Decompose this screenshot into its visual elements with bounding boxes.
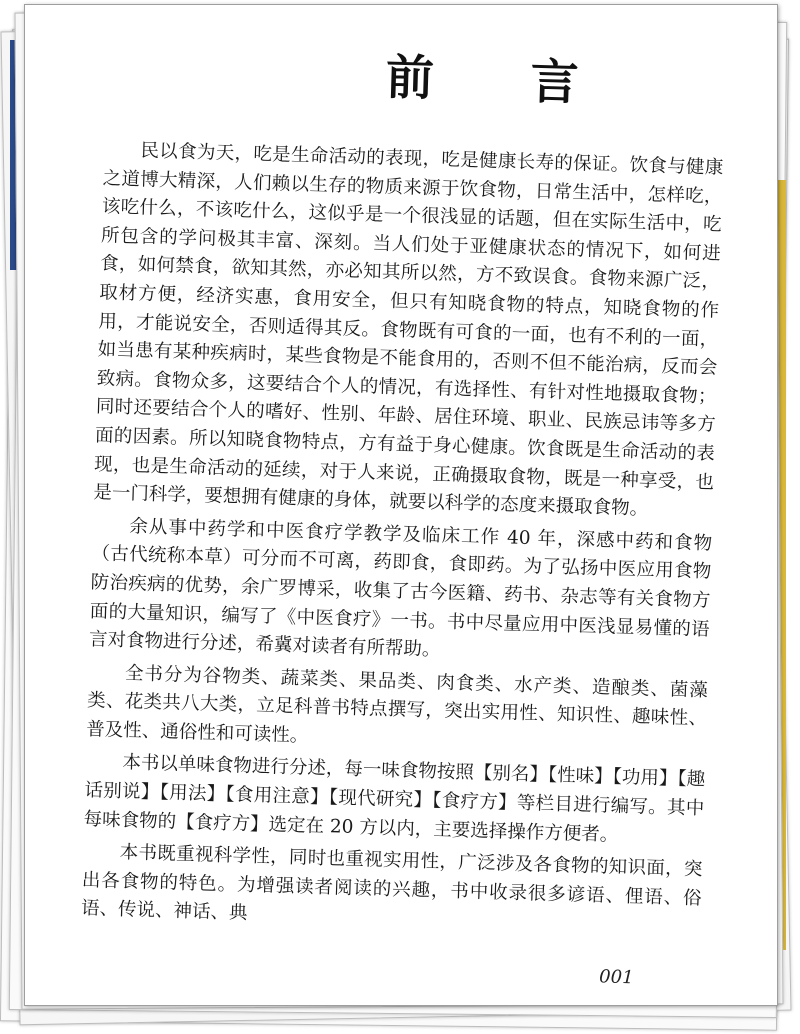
page-number: 001 xyxy=(598,966,634,989)
page-title: 前 言 xyxy=(384,49,620,113)
paragraph-1: 民以食为天，吃是生命活动的表现，吃是健康长寿的保证。饮食与健康之道博大精深，人们赖以生存的物质来源于饮食物，日常生活中，怎样吃，该吃什么，不该吃什么，这似乎是一个很浅显的话题，但在实际生活中，吃所包含的学问极其丰富、深刻。当人们处于亚健康状态的情况下，如何进食，如何禁食，欲知其然，亦必知其所以然，方不致误食。食物来源广泛，取材方便，经济实惠，食用安全，但只有知晓食物的特点，知晓食物的作用，才能说安全，否则适得其反。食物既有可食的一面，也有不利的一面，如当患有某种疾病时，某些食物是不能食用的，否则不但不能治病，反而会致病。食物众多，这要结合个人的情况，有选择性、有针对性地摄取食物；同时还要结合个人的嗜好、性别、年龄、居住环境、职业、民族忌讳等多方面的因素。所以知晓食物特点，方有益于身心健康。饮食既是生命活动的表现，也是生命活动的延续，对于人来说，正确摄取食物，既是一种享受，也是一门科学，要想拥有健康的身体，就要以科学的态度来摄取食物。 xyxy=(93,140,724,520)
paragraph-2: 余从事中药学和中医食疗学教学及临床工作 40 年，深感中药和食物（古代统称本草）可分而不可离，药即食，食即药。为了弘扬中医应用食物防治疾病的优势，余广罗博采，收集了古今医籍、药书、杂志等有关食物方面的大量知识，编写了《中医食疗》一书。书中尽量应用中医浅显易懂的语言对食物进行分述，希冀对读者有所帮助。 xyxy=(88,515,713,661)
paragraph-5: 本书既重视科学性，同时也重视实用性，广泛涉及各食物的知识面，突出各食物的特色。为增强读者阅读的兴趣，书中收录很多谚语、俚语、俗语、传说、神话、典 xyxy=(80,842,703,925)
paragraph-4: 本书以单味食物进行分述，每一味食物按照【别名】【性味】【功用】【趣话别说】【用法】【食用注意】【现代研究】【食疗方】等栏目进行编写。其中每味食物的【食疗方】选定在 20 方以内，主要选择操作方便者。 xyxy=(83,752,706,846)
body-text xyxy=(80,136,723,946)
preface-page xyxy=(24,4,778,1006)
paragraph-3: 全书分为谷物类、蔬菜类、果品类、肉食类、水产类、造酿类、菌藻类、花类共八大类，立足科普书特点撰写，突出实用性、知识性、趣味性、普及性、通俗性和可读性。 xyxy=(86,662,709,747)
